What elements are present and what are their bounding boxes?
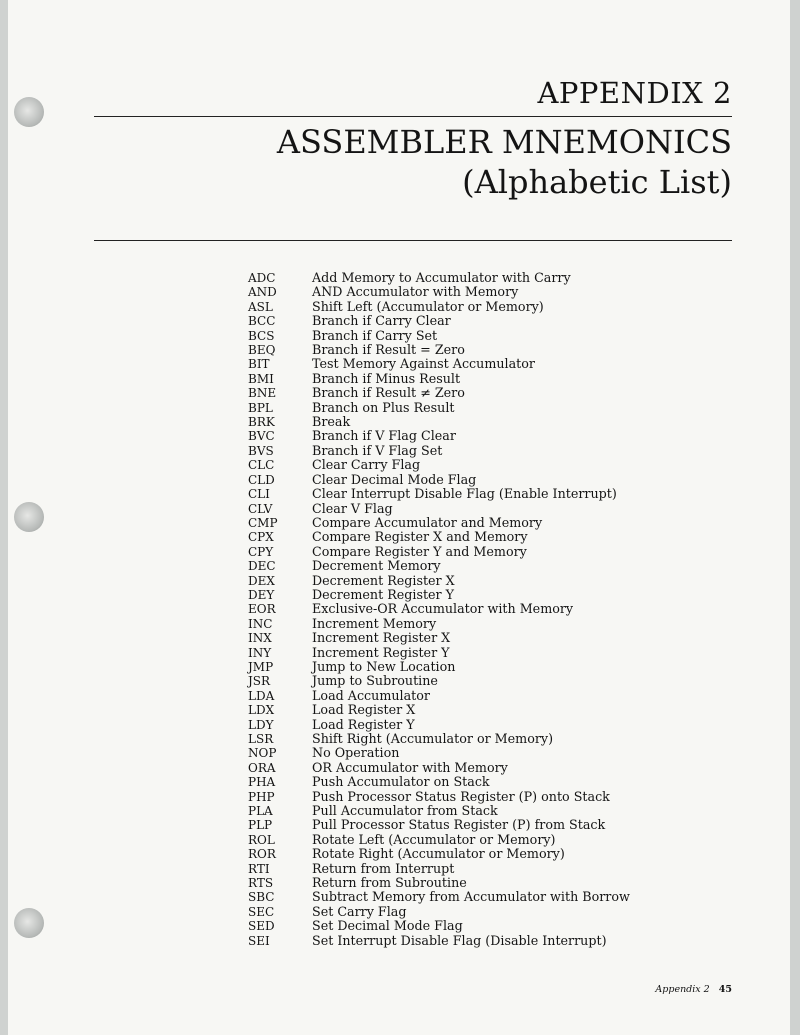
mnemonic-code: DEC: [248, 559, 276, 574]
mnemonic-row: [248, 415, 630, 429]
mnemonic-code: RTI: [248, 861, 270, 876]
mnemonic-code: SBC: [248, 890, 275, 905]
mnemonic-description: Increment Register Y: [312, 644, 450, 660]
mnemonic-description: No Operation: [312, 745, 400, 761]
top-rule: [94, 116, 732, 117]
mnemonic-code: CMP: [248, 515, 278, 530]
mnemonic-code: BVC: [248, 429, 275, 444]
mnemonic-row: [248, 804, 630, 818]
mnemonic-code: CLV: [248, 501, 273, 516]
mnemonic-row: [248, 574, 630, 588]
mnemonic-row: [248, 401, 630, 415]
mnemonic-description: Branch if V Flag Clear: [312, 428, 456, 444]
mnemonic-description: Return from Subroutine: [312, 875, 467, 891]
mnemonic-row: [248, 934, 630, 948]
mnemonic-code: CPX: [248, 530, 274, 545]
binder-hole: [14, 908, 44, 938]
mnemonic-row: [248, 674, 630, 688]
mnemonic-row: [248, 646, 630, 660]
mnemonic-code: BIT: [248, 357, 270, 372]
footer-label: Appendix 2: [655, 984, 710, 995]
mnemonic-code: INC: [248, 616, 273, 631]
mnemonic-row: [248, 386, 630, 400]
mnemonic-row: [248, 516, 630, 530]
mnemonic-description: OR Accumulator with Memory: [312, 759, 508, 775]
bottom-rule: [94, 240, 732, 241]
mnemonic-description: Set Interrupt Disable Flag (Disable Interrupt): [312, 932, 607, 948]
mnemonic-description: Clear Decimal Mode Flag: [312, 471, 477, 487]
mnemonic-code: AND: [248, 285, 277, 300]
mnemonic-description: Compare Register Y and Memory: [312, 543, 527, 559]
mnemonic-code: NOP: [248, 746, 277, 761]
mnemonic-row: [248, 862, 630, 876]
page-title-line-2: (Alphabetic List): [462, 163, 732, 201]
mnemonic-description: Branch if Minus Result: [312, 370, 461, 386]
mnemonic-description: Increment Memory: [312, 615, 437, 631]
mnemonic-description: Jump to Subroutine: [312, 673, 438, 689]
mnemonic-description: Branch if Result ≠ Zero: [312, 385, 465, 401]
mnemonic-description: Pull Accumulator from Stack: [312, 803, 498, 819]
mnemonic-description: Rotate Right (Accumulator or Memory): [312, 846, 565, 862]
mnemonic-row: [248, 790, 630, 804]
mnemonic-row: [248, 329, 630, 343]
mnemonic-code: BCC: [248, 314, 276, 329]
mnemonic-code: CLC: [248, 458, 275, 473]
mnemonic-code: JMP: [248, 659, 274, 674]
mnemonic-description: Exclusive-OR Accumulator with Memory: [312, 601, 574, 617]
mnemonic-row: [248, 588, 630, 602]
appendix-heading: APPENDIX 2: [537, 76, 732, 110]
mnemonic-description: Compare Register X and Memory: [312, 529, 528, 545]
binder-hole: [14, 97, 44, 127]
mnemonic-description: Push Accumulator on Stack: [312, 774, 490, 790]
mnemonic-description: Increment Register X: [312, 630, 451, 646]
mnemonic-code: BRK: [248, 415, 275, 430]
mnemonic-row: [248, 372, 630, 386]
mnemonic-description: Return from Interrupt: [312, 860, 455, 876]
mnemonic-row: [248, 718, 630, 732]
mnemonic-description: Compare Accumulator and Memory: [312, 514, 543, 530]
mnemonic-code: ROR: [248, 847, 276, 862]
mnemonic-code: LSR: [248, 732, 274, 746]
mnemonic-description: Break: [312, 414, 351, 430]
mnemonic-description: Branch on Plus Result: [312, 399, 455, 415]
mnemonic-description: Clear Interrupt Disable Flag (Enable Interrupt): [312, 486, 617, 502]
mnemonic-code: CPY: [248, 544, 274, 559]
mnemonic-code: PLA: [248, 804, 273, 819]
mnemonic-description: AND Accumulator with Memory: [312, 284, 519, 300]
mnemonic-description: Decrement Memory: [312, 558, 441, 574]
mnemonic-row: [248, 559, 630, 573]
mnemonic-row: [248, 703, 630, 717]
mnemonic-code: CLD: [248, 472, 275, 487]
mnemonic-row: [248, 602, 630, 616]
mnemonic-code: BPL: [248, 400, 273, 415]
mnemonic-description: Branch if Result = Zero: [312, 342, 465, 358]
mnemonic-row: [248, 300, 630, 314]
mnemonic-row: [248, 905, 630, 919]
mnemonic-row: [248, 444, 630, 458]
mnemonic-description: Subtract Memory from Accumulator with Borrow: [312, 889, 630, 905]
document-page: [8, 0, 790, 1035]
mnemonic-description: Clear Carry Flag: [312, 457, 421, 473]
mnemonic-row: [248, 502, 630, 516]
binder-hole: [14, 502, 44, 532]
mnemonic-code: INX: [248, 631, 272, 646]
mnemonic-description: Decrement Register Y: [312, 586, 455, 602]
mnemonic-row: [248, 458, 630, 472]
mnemonic-code: CLI: [248, 487, 270, 502]
mnemonic-code: DEY: [248, 587, 275, 602]
mnemonic-code: BNE: [248, 386, 277, 401]
mnemonic-code: ASL: [248, 299, 273, 314]
mnemonic-list: [248, 271, 630, 948]
mnemonic-description: Load Register Y: [312, 716, 415, 732]
mnemonic-row: [248, 761, 630, 775]
mnemonic-row: [248, 473, 630, 487]
mnemonic-code: SEI: [248, 933, 270, 948]
mnemonic-description: Clear V Flag: [312, 500, 393, 516]
mnemonic-row: [248, 847, 630, 861]
mnemonic-description: Branch if Carry Clear: [312, 313, 451, 329]
mnemonic-description: Decrement Register X: [312, 572, 455, 588]
mnemonic-row: [248, 818, 630, 832]
mnemonic-description: Load Accumulator: [312, 687, 430, 703]
mnemonic-code: BVS: [248, 443, 274, 458]
mnemonic-row: [248, 746, 630, 760]
mnemonic-code: BEQ: [248, 343, 276, 358]
mnemonic-row: [248, 343, 630, 357]
mnemonic-row: [248, 487, 630, 501]
page-title-line-1: ASSEMBLER MNEMONICS: [276, 123, 732, 161]
mnemonic-row: [248, 617, 630, 631]
mnemonic-code: JSR: [248, 674, 271, 689]
mnemonic-code: PHP: [248, 789, 275, 804]
mnemonic-code: ROL: [248, 832, 275, 847]
mnemonic-description: Push Processor Status Register (P) onto Stack: [312, 788, 610, 804]
mnemonic-code: ADC: [248, 271, 276, 285]
mnemonic-code: PHA: [248, 775, 276, 790]
mnemonic-code: BMI: [248, 371, 274, 386]
mnemonic-description: Load Register X: [312, 702, 416, 718]
mnemonic-description: Test Memory Against Accumulator: [312, 356, 535, 372]
mnemonic-row: [248, 314, 630, 328]
mnemonic-code: EOR: [248, 602, 276, 617]
mnemonic-code: INY: [248, 645, 272, 660]
page-title: [277, 122, 732, 202]
mnemonic-row: [248, 631, 630, 645]
mnemonic-code: SED: [248, 919, 275, 934]
mnemonic-description: Set Carry Flag: [312, 903, 407, 919]
mnemonic-row: [248, 357, 630, 371]
mnemonic-code: BCS: [248, 328, 275, 343]
page-footer: [655, 984, 732, 995]
mnemonic-description: Shift Right (Accumulator or Memory): [312, 731, 554, 746]
mnemonic-row: [248, 660, 630, 674]
mnemonic-row: [248, 833, 630, 847]
mnemonic-code: RTS: [248, 876, 274, 891]
mnemonic-code: LDA: [248, 688, 275, 703]
mnemonic-row: [248, 285, 630, 299]
mnemonic-row: [248, 919, 630, 933]
mnemonic-description: Shift Left (Accumulator or Memory): [312, 298, 544, 314]
mnemonic-row: [248, 545, 630, 559]
mnemonic-code: ORA: [248, 760, 276, 775]
mnemonic-row: [248, 775, 630, 789]
page-number: 45: [718, 984, 732, 995]
mnemonic-code: LDY: [248, 717, 274, 732]
mnemonic-description: Set Decimal Mode Flag: [312, 918, 463, 934]
mnemonic-row: [248, 876, 630, 890]
mnemonic-code: PLP: [248, 818, 273, 833]
mnemonic-row: [248, 732, 630, 746]
mnemonic-description: Branch if Carry Set: [312, 327, 438, 343]
mnemonic-description: Rotate Left (Accumulator or Memory): [312, 831, 556, 847]
mnemonic-code: DEX: [248, 573, 275, 588]
mnemonic-description: Branch if V Flag Set: [312, 442, 443, 458]
mnemonic-code: LDX: [248, 703, 275, 718]
mnemonic-row: [248, 530, 630, 544]
mnemonic-description: Add Memory to Accumulator with Carry: [312, 270, 571, 285]
mnemonic-code: SEC: [248, 904, 275, 919]
mnemonic-description: Jump to New Location: [312, 658, 456, 674]
mnemonic-row: [248, 890, 630, 904]
mnemonic-row: [248, 271, 630, 285]
mnemonic-row: [248, 689, 630, 703]
mnemonic-row: [248, 429, 630, 443]
mnemonic-description: Pull Processor Status Register (P) from Stack: [312, 817, 606, 833]
